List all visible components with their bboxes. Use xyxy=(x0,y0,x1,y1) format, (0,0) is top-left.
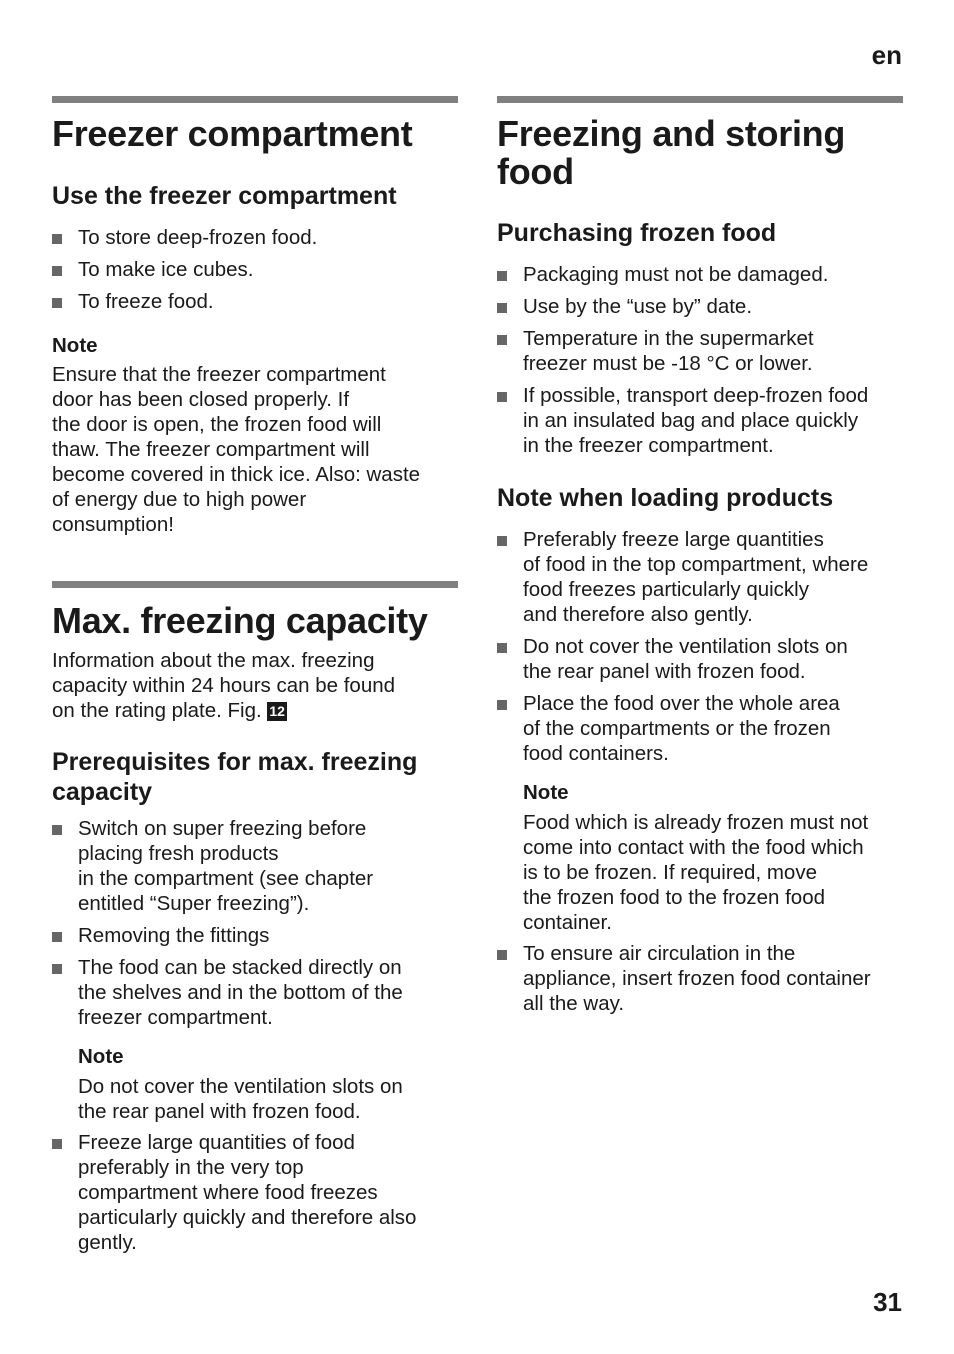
capacity-intro: Information about the max. freezing capacity within 24 hours can be found on the rating plate. Fig. 12 xyxy=(52,649,396,722)
section-divider xyxy=(497,96,903,103)
note-title: Note xyxy=(52,334,98,357)
list-item: Do not cover the ventilation slots on the rear panel with frozen food. xyxy=(497,634,903,684)
purchasing-list xyxy=(497,262,903,458)
loading-products-subheading: Note when loading products xyxy=(497,484,834,512)
list-item: Place the food over the whole area of the compartments or the frozen food containers. xyxy=(497,691,903,766)
loading-list-continued xyxy=(497,941,903,1016)
language-code: en xyxy=(871,40,902,70)
list-item: To store deep-frozen food. xyxy=(52,225,458,250)
list-item: Temperature in the supermarket freezer must be -18 °C or lower. xyxy=(497,326,903,376)
loading-list xyxy=(497,527,903,766)
section-divider xyxy=(52,581,458,588)
note-title: Note xyxy=(523,781,569,804)
list-item: To freeze food. xyxy=(52,289,458,314)
list-item: To ensure air circulation in the appliance, insert frozen food container all the way. xyxy=(497,941,903,1016)
page-number: 31 xyxy=(873,1287,902,1317)
freezer-uses-list xyxy=(52,225,458,314)
note-text: Ensure that the freezer compartment door has been closed properly. If the door is open, the frozen food will thaw. The freezer compartment will become covered in thick ice. Also: waste of energy due to high power consumption! xyxy=(52,363,421,536)
use-freezer-subheading: Use the freezer compartment xyxy=(52,182,397,210)
freezer-compartment-heading: Freezer compartment xyxy=(52,113,413,154)
note-text: Do not cover the ventilation slots on the rear panel with frozen food. xyxy=(78,1075,403,1123)
list-item: Freeze large quantities of food preferably in the very top compartment where food freezes particularly quickly and therefore also gently. xyxy=(52,1130,458,1255)
list-item: Removing the fittings xyxy=(52,923,458,948)
prerequisites-subheading: Prerequisites for max. freezing capacity xyxy=(52,748,418,806)
list-item: The food can be stacked directly on the shelves and in the bottom of the freezer compartment. xyxy=(52,955,458,1030)
right-column xyxy=(497,96,903,1023)
list-item: Preferably freeze large quantities of food in the top compartment, where food freezes particularly quickly and therefore also gently. xyxy=(497,527,903,627)
left-column xyxy=(52,96,458,1262)
list-item: Packaging must not be damaged. xyxy=(497,262,903,287)
purchasing-frozen-food-subheading: Purchasing frozen food xyxy=(497,219,777,247)
list-item: Switch on super freezing before placing fresh products in the compartment (see chapter entitled “Super freezing”). xyxy=(52,816,458,916)
prerequisites-list xyxy=(52,816,458,1030)
list-item: To make ice cubes. xyxy=(52,257,458,282)
note-title: Note xyxy=(78,1045,124,1068)
list-item: Use by the “use by” date. xyxy=(497,294,903,319)
freezing-storing-heading: Freezing and storing food xyxy=(497,113,846,192)
prerequisites-list-continued xyxy=(52,1130,458,1255)
list-item: If possible, transport deep-frozen food in an insulated bag and place quickly in the freezer compartment. xyxy=(497,383,903,458)
figure-reference-badge: 12 xyxy=(269,703,285,719)
note-text: Food which is already frozen must not come into contact with the food which is to be frozen. If required, move the frozen food to the frozen food container. xyxy=(523,811,869,934)
max-freezing-capacity-heading: Max. freezing capacity xyxy=(52,600,428,641)
section-divider xyxy=(52,96,458,103)
